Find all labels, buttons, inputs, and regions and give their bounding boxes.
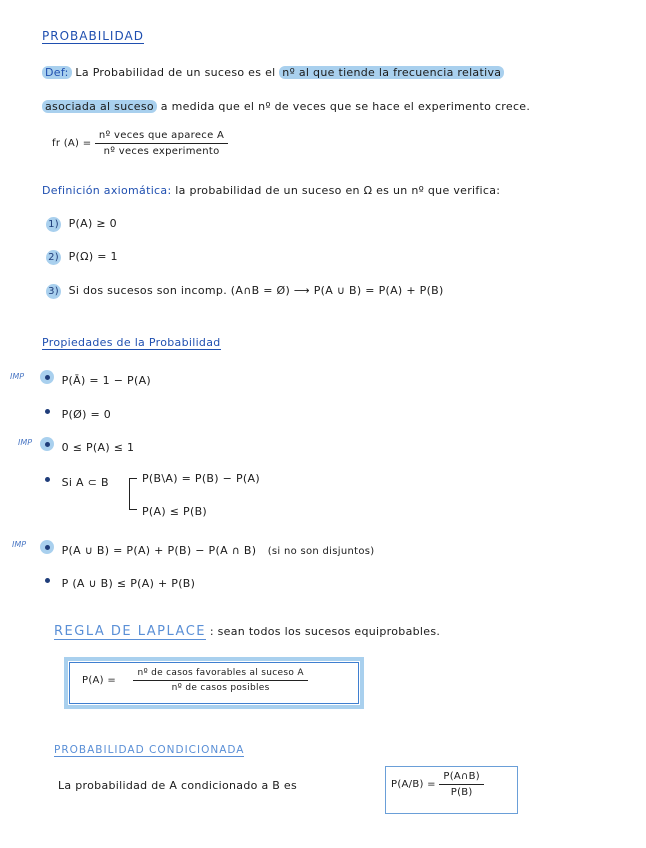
conditional-formula	[391, 771, 484, 798]
bracket-tick-bottom	[129, 509, 137, 510]
bullet-icon	[40, 404, 54, 418]
laplace-text: : sean todos los sucesos equiprobables.	[209, 625, 441, 638]
property-5	[40, 540, 374, 557]
definition-line-1	[42, 66, 504, 79]
page-title: PROBABILIDAD	[42, 29, 144, 43]
definition-line-2	[42, 100, 530, 113]
def-text-1a: La Probabilidad de un suceso es el	[75, 66, 276, 79]
conditional-numerator: P(A∩B)	[439, 771, 484, 785]
axiom-item-3	[46, 284, 444, 299]
freq-lhs: fr (A) =	[52, 138, 92, 149]
property-5-note: (si no son disjuntos)	[267, 546, 375, 557]
bullet-icon	[40, 540, 54, 554]
property-6-text: P (A ∪ B) ≤ P(A) + P(B)	[61, 577, 196, 590]
property-4	[40, 472, 109, 489]
property-1-text: P(Ā) = 1 − P(A)	[61, 374, 151, 387]
property-3-text: 0 ≤ P(A) ≤ 1	[61, 441, 135, 454]
freq-fraction	[95, 130, 228, 157]
axiom-text-1: P(A) ≥ 0	[68, 217, 117, 230]
laplace-heading	[54, 624, 440, 639]
freq-denominator: nº veces experimento	[103, 146, 220, 157]
property-4-condition: Si A ⊂ B	[61, 476, 109, 489]
bullet-icon	[40, 472, 54, 486]
laplace-formula	[82, 668, 308, 693]
bullet-icon	[40, 370, 54, 384]
bullet-icon	[40, 437, 54, 451]
bracket-tick-top	[129, 478, 137, 479]
def-text-2a: asociada al suceso	[42, 100, 157, 113]
frequency-formula	[52, 130, 228, 157]
property-5-text: P(A ∪ B) = P(A) + P(B) − P(A ∩ B)	[61, 544, 257, 557]
axiom-number-2: 2)	[46, 250, 61, 265]
conditional-lhs: P(A/B) =	[391, 779, 436, 790]
laplace-fraction	[133, 668, 307, 693]
properties-title: Propiedades de la Probabilidad	[42, 336, 221, 349]
laplace-numerator: nº de casos favorables al suceso A	[133, 668, 307, 681]
property-3	[40, 437, 134, 454]
def-text-2b: a medida que el nº de veces que se hace el experimento crece.	[160, 100, 531, 113]
conditional-fraction	[439, 771, 484, 798]
conditional-text: La probabilidad de A condicionado a B es	[58, 779, 298, 792]
laplace-title: REGLA DE LAPLACE	[54, 624, 207, 639]
axiom-number-1: 1)	[46, 217, 61, 232]
property-4-bracket	[129, 478, 130, 510]
laplace-denominator: nº de casos posibles	[171, 683, 270, 693]
axiom-text-2: P(Ω) = 1	[68, 250, 118, 263]
conditional-title: PROBABILIDAD CONDICIONADA	[54, 744, 245, 756]
freq-numerator: nº veces que aparece A	[95, 130, 228, 144]
imp-mark-1: IMP	[10, 372, 25, 381]
property-2-text: P(Ø) = 0	[61, 408, 112, 421]
imp-mark-3: IMP	[12, 540, 27, 549]
axiom-number-3: 3)	[46, 284, 61, 299]
property-1	[40, 370, 151, 387]
conditional-denominator: P(B)	[450, 787, 473, 798]
bullet-icon	[40, 573, 54, 587]
property-2	[40, 404, 111, 421]
def-label: Def:	[42, 66, 72, 79]
axiomatic-text: la probabilidad de un suceso en Ω es un nº que verifica:	[175, 184, 501, 197]
axiom-item-1	[46, 217, 117, 232]
def-text-1b: nº al que tiende la frecuencia relativa	[279, 66, 504, 79]
axiomatic-definition	[42, 184, 500, 197]
laplace-lhs: P(A) =	[82, 675, 117, 686]
property-6	[40, 573, 195, 590]
axiomatic-label: Definición axiomática:	[42, 184, 172, 197]
property-4b-text: P(A) ≤ P(B)	[142, 505, 208, 518]
axiom-item-2	[46, 250, 118, 265]
axiom-text-3: Si dos sucesos son incomp. (A∩B = Ø) ⟶ P(A ∪ B) = P(A) + P(B)	[68, 284, 444, 297]
imp-mark-2: IMP	[18, 438, 33, 447]
property-4a-text: P(B\A) = P(B) − P(A)	[142, 472, 260, 485]
